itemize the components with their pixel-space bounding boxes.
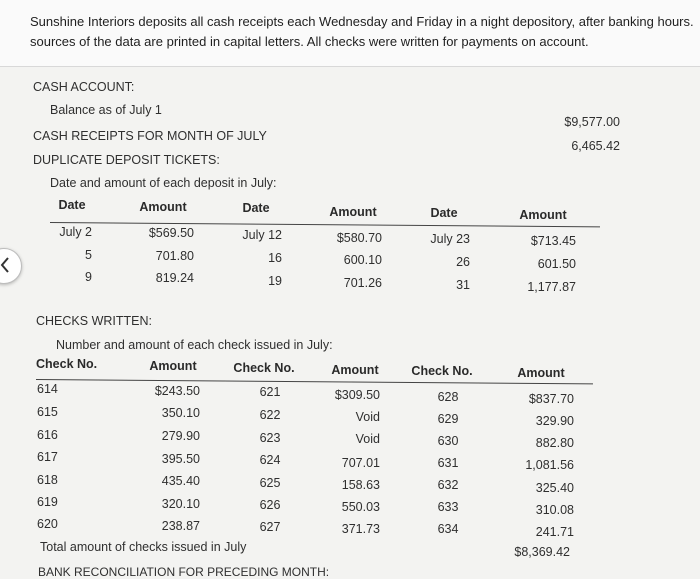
check-no: 614 bbox=[37, 382, 58, 396]
deposit-date: 5 bbox=[85, 248, 92, 262]
check-amount: 1,081.56 bbox=[525, 458, 574, 472]
check-header-amount-1: Amount bbox=[149, 359, 197, 373]
check-amount: 395.50 bbox=[161, 452, 200, 466]
check-header-amount-2: Amount bbox=[331, 363, 379, 377]
check-no: 624 bbox=[259, 453, 281, 467]
check-amount: 350.10 bbox=[161, 406, 200, 420]
deposit-header-amount-3: Amount bbox=[519, 208, 567, 222]
deposit-amount: 600.10 bbox=[343, 253, 382, 267]
check-header-amount-3: Amount bbox=[517, 366, 565, 380]
deposit-header-date-3: Date bbox=[430, 206, 458, 220]
check-amount: Void bbox=[355, 410, 380, 424]
deposit-date: 16 bbox=[268, 251, 282, 265]
check-header-no-2: Check No. bbox=[233, 361, 295, 375]
check-no: 629 bbox=[437, 412, 459, 426]
receipts-value: 6,465.42 bbox=[571, 139, 620, 153]
bank-reconciliation-heading: BANK RECONCILIATION FOR PRECEDING MONTH: bbox=[38, 565, 330, 579]
check-no: 621 bbox=[259, 385, 281, 399]
check-amount: 158.63 bbox=[341, 478, 380, 492]
check-no: 620 bbox=[37, 517, 58, 531]
check-amount: 238.87 bbox=[161, 519, 200, 533]
deposit-date: 19 bbox=[268, 274, 282, 288]
chevron-left-icon bbox=[0, 257, 10, 273]
check-amount: $309.50 bbox=[334, 388, 380, 402]
intro-line-1: Sunshine Interiors deposits all cash receipts each Wednesday and Friday in a night depository, after banking hours. bbox=[30, 14, 694, 29]
check-amount: 371.73 bbox=[341, 522, 380, 536]
intro-line-2: sources of the data are printed in capital letters. All checks were written for payments on account. bbox=[30, 34, 589, 49]
check-amount: 329.90 bbox=[535, 414, 574, 428]
deposit-amount: 701.80 bbox=[155, 249, 194, 263]
deposit-date: 26 bbox=[456, 255, 470, 269]
deposit-amount: 701.26 bbox=[343, 276, 382, 290]
check-amount: 435.40 bbox=[161, 474, 200, 488]
check-header-no-1: Check No. bbox=[36, 357, 98, 371]
checks-total-label: Total amount of checks issued in July bbox=[40, 540, 247, 554]
receipts-label: CASH RECEIPTS FOR MONTH OF JULY bbox=[33, 129, 267, 143]
check-no: 617 bbox=[37, 450, 58, 464]
check-no: 632 bbox=[437, 478, 459, 492]
check-amount: $243.50 bbox=[154, 384, 200, 398]
check-amount: 310.08 bbox=[535, 503, 574, 517]
deposit-date: 31 bbox=[456, 278, 470, 292]
check-amount: 241.71 bbox=[535, 525, 574, 539]
cash-account-heading: CASH ACCOUNT: bbox=[33, 80, 135, 94]
check-no: 633 bbox=[437, 500, 459, 514]
balance-label: Balance as of July 1 bbox=[50, 103, 162, 117]
deposit-amount: $580.70 bbox=[336, 231, 382, 245]
check-amount: 279.90 bbox=[161, 429, 200, 443]
check-no: 623 bbox=[259, 431, 281, 445]
deposit-amount: $569.50 bbox=[148, 226, 194, 240]
check-no: 619 bbox=[37, 495, 58, 509]
duplicate-deposit-label: DUPLICATE DEPOSIT TICKETS: bbox=[33, 153, 220, 167]
check-amount: 882.80 bbox=[535, 436, 574, 450]
check-amount: 707.01 bbox=[341, 456, 380, 470]
deposit-header-date-1: Date bbox=[58, 198, 86, 212]
checks-intro: Number and amount of each check issued in July: bbox=[56, 338, 333, 352]
check-no: 615 bbox=[37, 405, 58, 419]
deposit-header-date-2: Date bbox=[242, 201, 270, 215]
checks-total-value: $8,369.42 bbox=[514, 545, 570, 559]
check-amount: 325.40 bbox=[535, 481, 574, 495]
deposit-date: July 2 bbox=[59, 225, 92, 239]
check-no: 628 bbox=[437, 390, 459, 404]
deposit-amount: 819.24 bbox=[155, 271, 194, 285]
check-no: 616 bbox=[37, 428, 58, 442]
check-amount: $837.70 bbox=[528, 392, 574, 406]
deposit-header-amount-2: Amount bbox=[329, 205, 377, 219]
previous-button[interactable] bbox=[0, 248, 22, 284]
check-no: 630 bbox=[437, 434, 459, 448]
check-header-no-3: Check No. bbox=[411, 364, 473, 378]
check-amount: 550.03 bbox=[341, 500, 380, 514]
deposit-header-amount-1: Amount bbox=[139, 200, 187, 214]
check-no: 631 bbox=[437, 456, 459, 470]
check-no: 626 bbox=[259, 498, 281, 512]
check-no: 625 bbox=[259, 476, 281, 490]
checks-written-heading: CHECKS WRITTEN: bbox=[36, 314, 152, 328]
check-amount: Void bbox=[355, 432, 380, 446]
check-amount: 320.10 bbox=[161, 497, 200, 511]
deposit-date: 9 bbox=[85, 270, 92, 284]
deposits-intro: Date and amount of each deposit in July: bbox=[50, 176, 277, 190]
balance-value: $9,577.00 bbox=[564, 115, 620, 129]
check-no: 618 bbox=[37, 473, 58, 487]
check-no: 627 bbox=[259, 520, 281, 534]
deposit-amount: $713.45 bbox=[530, 234, 576, 248]
check-no: 634 bbox=[437, 522, 459, 536]
deposit-amount: 601.50 bbox=[537, 257, 576, 271]
deposit-date: July 23 bbox=[430, 232, 470, 246]
check-no: 622 bbox=[259, 408, 281, 422]
deposit-date: July 12 bbox=[242, 228, 282, 242]
deposit-amount: 1,177.87 bbox=[527, 280, 576, 294]
